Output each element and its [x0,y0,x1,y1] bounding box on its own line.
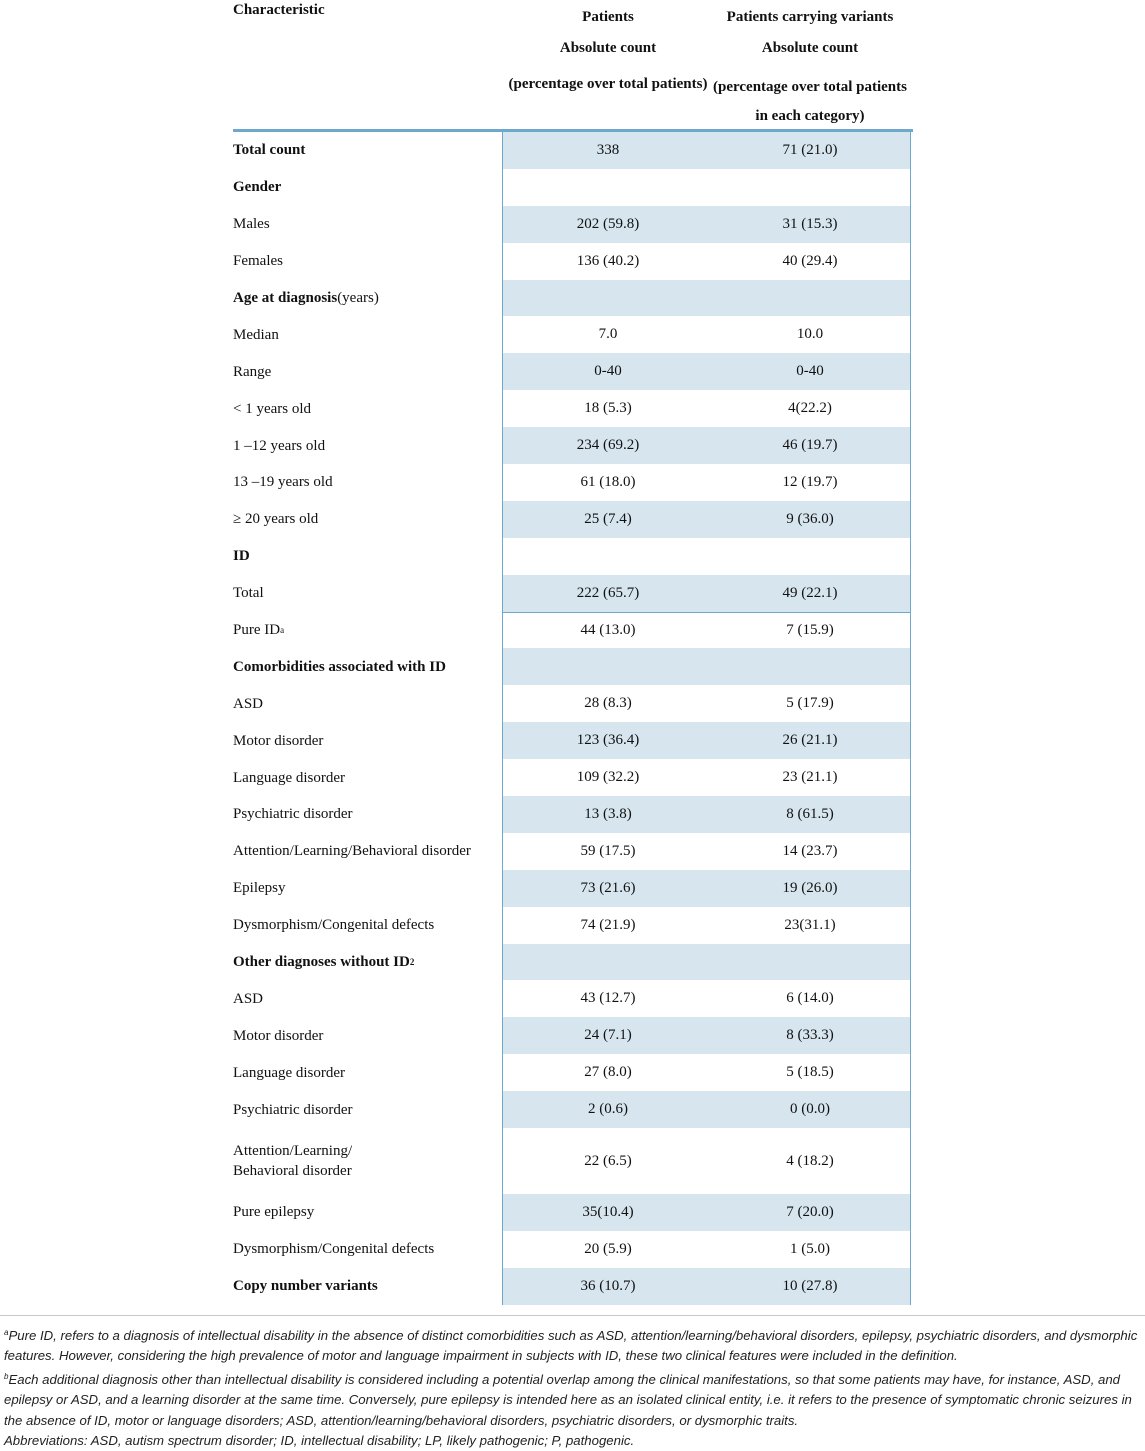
table-row [233,390,913,427]
cell-carriers: 8 (33.3) [786,1027,834,1044]
id-total-rule [503,612,911,613]
table-row [233,722,913,759]
row-label-text: Females [233,253,283,270]
row-label [233,169,501,206]
row-label-line2: Behavioral disorder [233,1163,352,1180]
table-row [233,538,913,575]
footnote-b [4,1367,1139,1431]
cell-patients: 18 (5.3) [584,400,632,417]
table-body [233,132,913,1305]
cell-patients: 7.0 [598,326,618,343]
row-label-text: < 1 years old [233,400,312,417]
cell-patients: 0-40 [594,363,622,380]
table-row [233,944,913,981]
cell-carriers: 12 (19.7) [782,473,838,490]
row-label [233,1091,501,1128]
table-row [233,1128,913,1194]
footnote-abbreviations: Abbreviations: ASD, autism spectrum disorder; ID, intellectual disability; LP, likely pathogenic; P, pathogenic. [4,1432,635,1448]
cell-carriers: 0-40 [796,363,824,380]
row-label [233,870,501,907]
row-label-text: ID [233,548,250,565]
cell-patients: 36 (10.7) [580,1277,636,1294]
row-label-text: Total count [233,142,306,159]
table-row [233,280,913,317]
table-row [233,132,913,169]
cell-patients [503,280,713,317]
cell-patients: 28 (8.3) [584,695,632,712]
row-label [233,538,501,575]
cell-carriers: 4(22.2) [788,400,832,417]
table-row [233,1091,913,1128]
cell-carriers: 7 (20.0) [786,1203,834,1220]
row-label-text: ≥ 20 years old [233,511,319,528]
table-row [233,833,913,870]
header-patients-sub: Absolute count [559,40,657,56]
table-row [233,169,913,206]
cell-patients [503,538,713,575]
cell-carriers [710,944,910,981]
row-label-text: Total [233,585,264,602]
cell-carriers: 10 (27.8) [782,1277,838,1294]
row-label-text: Gender [233,179,282,196]
row-label [233,648,501,685]
cell-patients: 202 (59.8) [576,215,640,232]
row-label [233,243,501,280]
row-label-text: ASD [233,990,264,1007]
cell-patients [503,169,713,206]
row-label-text: 1 –12 years old [233,437,326,454]
cell-carriers: 7 (15.9) [786,621,834,638]
table-row [233,1268,913,1305]
row-label-text: Psychiatric disorder [233,1101,353,1118]
row-label-text: Range [233,363,272,380]
row-label-text: Psychiatric disorder [233,806,353,823]
table-row [233,980,913,1017]
table-row [233,648,913,685]
table-row [233,907,913,944]
row-label-text: Pure ID [233,622,281,639]
cell-patients: 22 (6.5) [584,1152,632,1169]
header-carriers [710,2,910,131]
table-right-border [910,132,911,1305]
row-label [233,1128,501,1194]
cell-carriers: 31 (15.3) [782,215,838,232]
header-carriers-title: Patients carrying variants [726,9,894,25]
cell-carriers: 49 (22.1) [782,584,838,601]
row-label-text: Other diagnoses without ID [233,954,410,971]
header-patients [503,2,713,95]
cell-patients [503,648,713,685]
footnotes [4,1323,1139,1451]
row-label [233,575,501,612]
row-label [233,316,501,353]
row-label-text: ASD [233,695,264,712]
header-carriers-note: (percentage over total patients in each category) [713,79,907,124]
row-label-text: Comorbidities associated with ID [233,658,446,675]
row-label-text: Dysmorphism/Congenital defects [233,917,435,934]
cell-patients: 338 [596,141,620,158]
cell-patients [503,944,713,981]
cell-carriers: 10.0 [796,326,824,343]
footnote-divider [0,1315,1145,1316]
row-label-text: Median [233,326,279,343]
row-label-text: 13 –19 years old [233,474,333,491]
table-row [233,575,913,612]
cell-patients: 74 (21.9) [580,916,636,933]
cell-carriers: 71 (21.0) [782,141,838,158]
row-label-text: Attention/Learning/ [233,1143,353,1160]
table-row [233,1194,913,1231]
cell-carriers [710,169,910,206]
row-label-text: Copy number variants [233,1278,378,1295]
cell-patients: 123 (36.4) [576,732,640,749]
cell-patients: 25 (7.4) [584,510,632,527]
table-row [233,759,913,796]
cell-carriers: 19 (26.0) [782,879,838,896]
cell-carriers [710,538,910,575]
cell-patients: 43 (12.7) [580,990,636,1007]
row-label-text: Language disorder [233,769,346,786]
cell-carriers [710,280,910,317]
row-label [233,1194,501,1231]
cell-patients: 35(10.4) [582,1203,634,1220]
cell-carriers: 5 (18.5) [786,1064,834,1081]
cell-patients: 136 (40.2) [576,252,640,269]
row-label [233,353,501,390]
cell-carriers: 9 (36.0) [786,510,834,527]
cell-patients: 109 (32.2) [576,769,640,786]
cell-carriers: 40 (29.4) [782,252,838,269]
cell-patients: 2 (0.6) [588,1101,628,1118]
table-row [233,1017,913,1054]
table-row [233,870,913,907]
table-row [233,1231,913,1268]
header-patients-note: (percentage over total patients) [508,76,708,92]
row-label-multiline [233,1141,352,1181]
cell-carriers: 23 (21.1) [782,769,838,786]
cell-patients: 73 (21.6) [580,879,636,896]
row-label [233,944,501,981]
cell-patients: 61 (18.0) [580,473,636,490]
cell-patients: 24 (7.1) [584,1027,632,1044]
table-row [233,685,913,722]
row-label-text: Language disorder [233,1064,346,1081]
cell-carriers: 23(31.1) [784,916,836,933]
row-label [233,833,501,870]
cell-patients: 59 (17.5) [580,842,636,859]
row-label [233,685,501,722]
cell-patients: 13 (3.8) [584,805,632,822]
header-characteristic: Characteristic [233,2,325,18]
cell-carriers [710,648,910,685]
row-label [233,722,501,759]
row-label [233,206,501,243]
cell-patients: 234 (69.2) [576,437,640,454]
row-label [233,280,501,317]
row-label [233,1017,501,1054]
table-row [233,464,913,501]
row-label [233,132,501,169]
header-patients-title: Patients [582,9,634,25]
table-row [233,427,913,464]
row-label [233,796,501,833]
table-row [233,316,913,353]
table-header [233,0,913,132]
patient-characteristics-table [233,0,913,1305]
cell-patients: 222 (65.7) [576,584,640,601]
table-row [233,501,913,538]
row-label-text: Motor disorder [233,1027,324,1044]
table-row [233,612,913,649]
cell-carriers: 1 (5.0) [790,1240,830,1257]
cell-carriers: 5 (17.9) [786,695,834,712]
cell-carriers: 14 (23.7) [782,842,838,859]
column-divider [502,132,503,1305]
row-label-text: Age at diagnosis [233,290,338,306]
row-label-text: Males [233,216,270,233]
cell-carriers: 0 (0.0) [790,1101,830,1118]
cell-carriers: 6 (14.0) [786,990,834,1007]
cell-carriers: 4 (18.2) [786,1152,834,1169]
row-label-text: Epilepsy [233,880,286,897]
cell-carriers: 26 (21.1) [782,732,838,749]
row-label-footnote-mark: 2 [409,957,415,968]
row-label [233,464,501,501]
footnote-a-mark: a [4,1327,9,1337]
footnote-b-mark: b [4,1371,9,1381]
table-row [233,353,913,390]
row-label-text: Attention/Learning/Behavioral disorder [233,843,471,860]
row-label-text: Dysmorphism/Congenital defects [233,1241,435,1258]
row-label [233,390,501,427]
row-label [233,1231,501,1268]
cell-carriers: 8 (61.5) [786,805,834,822]
footnote-a-text: Pure ID, refers to a diagnosis of intellectual disability in the absence of distinct comorbidities such as ASD, attention/learning/behavioral disorders, epilepsy, psychiatric disorders, and dysmorphic features. However, considering the high prevalence of motor and language impairment in subjects with ID, these two clinical features were included in the definition. [4,1328,1138,1364]
table-row [233,1054,913,1091]
row-label [233,759,501,796]
row-label [233,612,501,649]
cell-patients: 20 (5.9) [584,1240,632,1257]
row-label [233,980,501,1017]
footnote-a [4,1323,1139,1367]
row-label-text: Motor disorder [233,732,324,749]
row-label [233,1268,501,1305]
table-row [233,796,913,833]
row-label [233,1054,501,1091]
row-label [233,427,501,464]
row-label-suffix: (years) [337,290,379,306]
cell-patients: 44 (13.0) [580,621,636,638]
row-label-text: Pure epilepsy [233,1204,315,1221]
header-carriers-sub: Absolute count [761,40,859,56]
footnote-b-text: Each additional diagnosis other than intellectual disability is considered including a potential overlap among the clinical manifestations, so that some patients may have, for instance, ASD, and epilepsy or ASD, and a learning disorder at the same time. Conversely, pure epilepsy is intended here as an isolated clinical entity, i.e. it refers to the presence of symptomatic chronic seizures in the absence of ID, motor or language disorders; ASD, attention/learning/behavioral disorders, psychiatric disorders, or dysmorphic traits. [4,1372,1132,1428]
cell-carriers: 46 (19.7) [782,437,838,454]
row-label [233,907,501,944]
row-label [233,501,501,538]
row-label-footnote-mark: a [280,625,285,636]
cell-patients: 27 (8.0) [584,1064,632,1081]
table-row [233,243,913,280]
table-row [233,206,913,243]
